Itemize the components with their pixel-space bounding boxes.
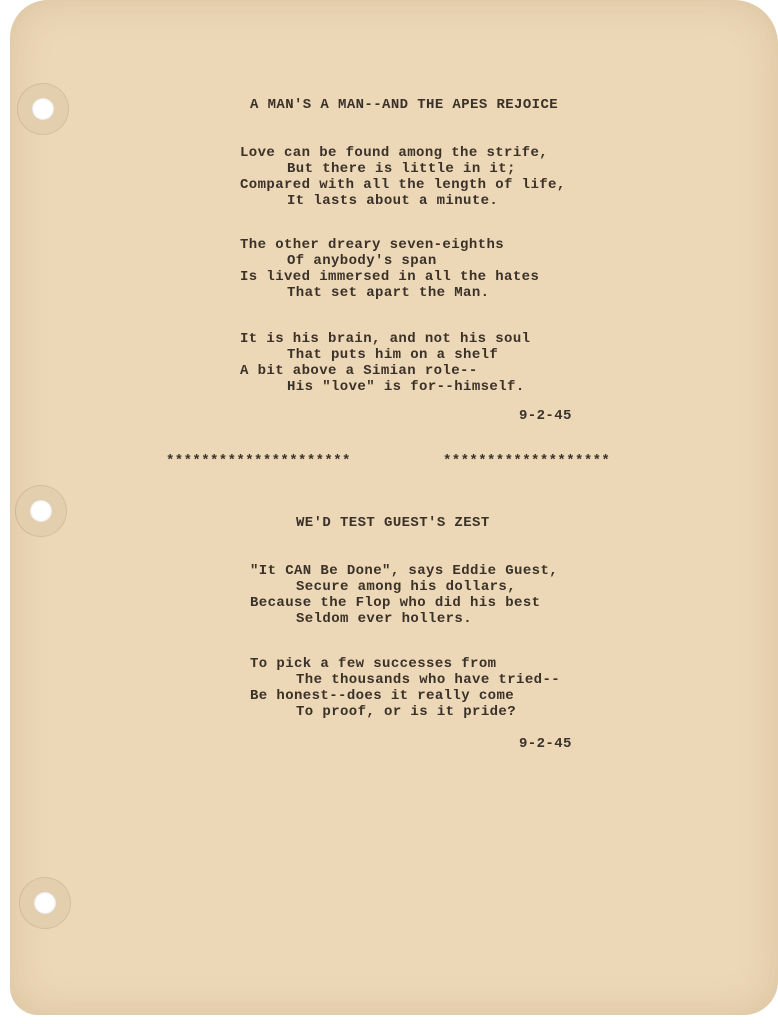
poem-line: Secure among his dollars, [296,579,517,595]
poem-line: That set apart the Man. [287,285,490,301]
poem-date: 9-2-45 [519,408,572,424]
separator-right: ******************* [443,453,611,469]
poem-line: "It CAN Be Done", says Eddie Guest, [250,563,559,579]
binder-hole [18,84,68,134]
poem-title: WE'D TEST GUEST'S ZEST [296,515,490,531]
binder-hole [20,878,70,928]
poem-line: It lasts about a minute. [287,193,499,209]
binder-hole [16,486,66,536]
poem-title: A MAN'S A MAN--AND THE APES REJOICE [250,97,559,113]
poem-line: The thousands who have tried-- [296,672,561,688]
poem-line: To pick a few successes from [250,656,497,672]
poem-line: Love can be found among the strife, [240,145,549,161]
poem-line: Because the Flop who did his best [250,595,541,611]
poem-line: Is lived immersed in all the hates [240,269,540,285]
poem-line: To proof, or is it pride? [296,704,517,720]
poem-line: Compared with all the length of life, [240,177,566,193]
typed-page [10,0,778,1015]
poem-line: Of anybody's span [287,253,437,269]
poem-line: Be honest--does it really come [250,688,515,704]
poem-line: It is his brain, and not his soul [240,331,531,347]
separator-left: ********************* [166,453,351,469]
poem-line: His "love" is for--himself. [287,379,525,395]
poem-line: The other dreary seven-eighths [240,237,505,253]
poem-date: 9-2-45 [519,736,572,752]
poem-line: That puts him on a shelf [287,347,499,363]
poem-line: Seldom ever hollers. [296,611,473,627]
poem-line: A bit above a Simian role-- [240,363,478,379]
poem-line: But there is little in it; [287,161,516,177]
